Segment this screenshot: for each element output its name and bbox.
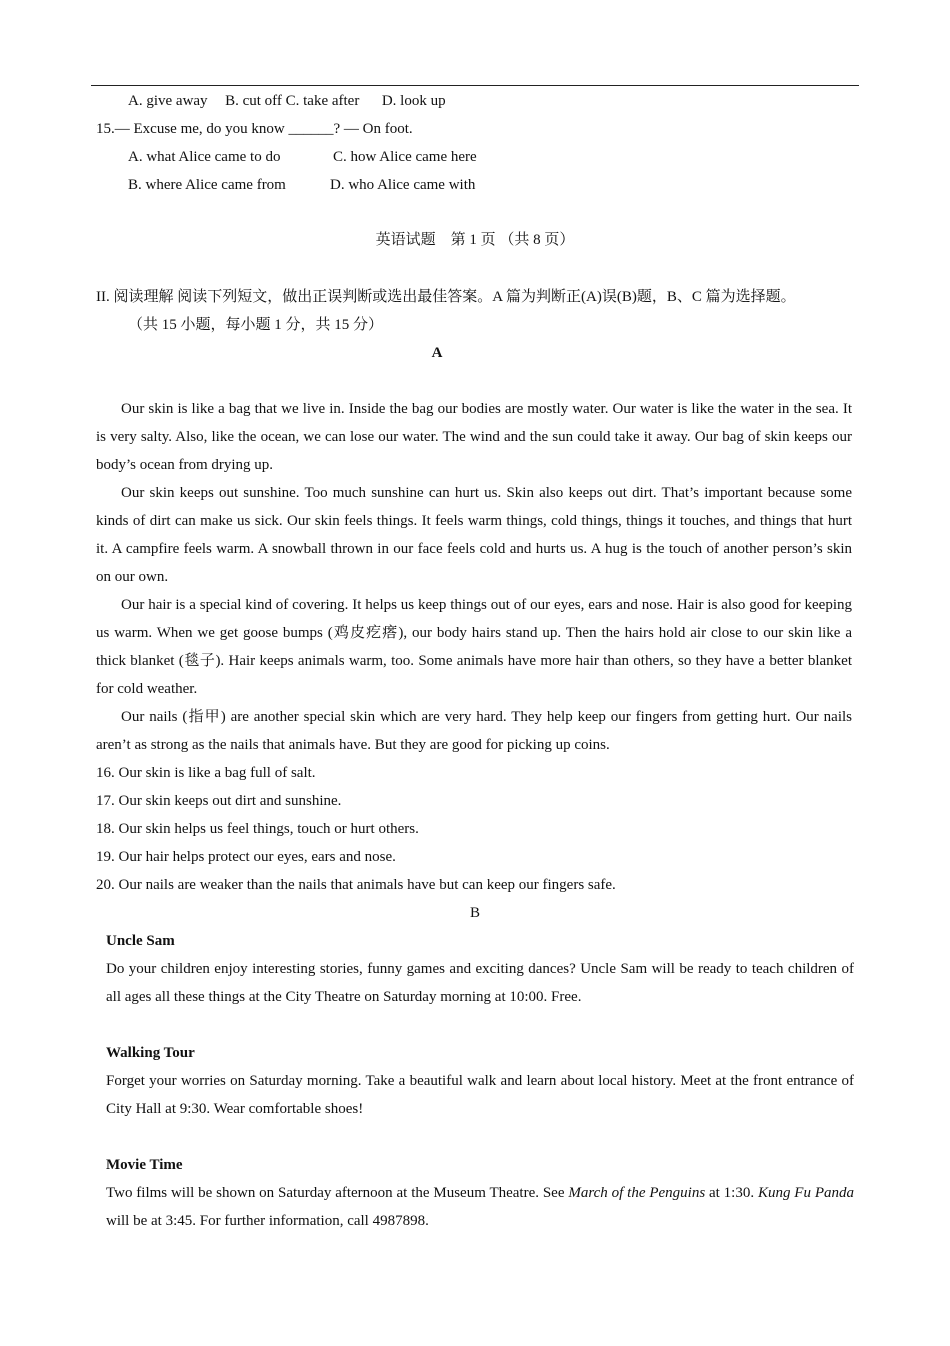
question-19: 19. Our hair helps protect our eyes, ears and nose. [96,849,396,865]
ad-movie-time-body [106,1179,854,1235]
ad-movie-time [106,1151,854,1235]
question-18: 18. Our skin helps us feel things, touch or hurt others. [96,821,419,837]
passage-a-paragraph: Our skin is like a bag that we live in. Inside the bag our bodies are mostly water. Our water is like the water in the sea. It is very salty. Also, like the ocean, we can lose our water. The wind and the sun could take it away. Our bag of skin keeps our body’s ocean from drying up. [96,401,852,473]
section-instructions: II. 阅读理解 阅读下列短文，做出正误判断或选出最佳答案。A 篇为判断正(A)误(B)题，B、C 篇为选择题。 [96,289,796,305]
section-scoring: （共 15 小题，每小题 1 分，共 15 分） [128,317,384,333]
passage-a-title: A [431,345,443,361]
q15-option-c: C. how Alice came here [333,149,477,165]
film-title: March of the Penguins [568,1185,706,1201]
q14-option-c: C. take after [285,93,360,109]
ad-walking-tour-body: Forget your worries on Saturday morning. Take a beautiful walk and learn about local history. Meet at the front entrance of City Hall at 9:30. Wear comfortable shoes! [106,1073,854,1117]
ad-uncle-sam-title: Uncle Sam [106,933,175,949]
movie-text: at 1:30. [705,1185,758,1201]
passage-a-paragraph: Our skin keeps out sunshine. Too much sunshine can hurt us. Skin also keeps out dirt. That’s important because some kinds of dirt can make us sick. Our skin feels things. It feels warm things, cold things, things it touches, and things that hurt it. A campfire feels warm. A snowball thrown in our face feels cold and hurts us. A hug is the touch of another person’s skin on our own. [96,485,852,585]
movie-text: will be at 3:45. For further information, call 4987898. [106,1213,429,1229]
ad-walking-tour-title: Walking Tour [106,1045,195,1061]
q14-option-a: A. give away [128,93,208,109]
ad-uncle-sam-body: Do your children enjoy interesting stories, funny games and exciting dances? Uncle Sam will be ready to teach children of all ages all these things at the City Theatre on Saturday morning at 10:00. Free. [106,961,854,1005]
question-17: 17. Our skin keeps out dirt and sunshine. [96,793,342,809]
passage-a-paragraph: Our nails (指甲) are another special skin which are very hard. They help keep our fingers from getting hurt. Our nails aren’t as strong as the nails that animals have. But they are good for picking up coins. [96,709,852,753]
q14-option-b: B. cut off [225,93,282,109]
page-footer: 英语试题 第 1 页 （共 8 页） [375,232,575,248]
q14-option-d: D. look up [381,93,446,109]
q15-stem: 15.— Excuse me, do you know ______? — On foot. [96,121,413,137]
ad-movie-time-title: Movie Time [106,1157,183,1173]
passage-a-paragraph: Our hair is a special kind of covering. It helps us keep things out of our eyes, ears and nose. Hair is also good for keeping us warm. When we get goose bumps (鸡皮疙瘩), our body hairs stand up. Then the hairs hold air close to our skin like a thick blanket (毯子). Hair keeps animals warm, too. Some animals have more hair than others, so they have a better blanket for cold weather. [96,597,852,697]
passage-b-title: B [469,905,480,921]
question-20: 20. Our nails are weaker than the nails that animals have but can keep our fingers safe. [96,877,616,893]
q15-option-b: B. where Alice came from [128,177,286,193]
q14-options [128,91,446,111]
passage-a-body [96,395,852,759]
q15-option-a: A. what Alice came to do [128,149,281,165]
movie-text: Two films will be shown on Saturday afternoon at the Museum Theatre. See [106,1185,569,1201]
ad-uncle-sam [106,927,854,1011]
header-rule [91,85,859,86]
film-title: Kung Fu Panda [757,1185,854,1201]
question-16: 16. Our skin is like a bag full of salt. [96,765,316,781]
q15-option-d: D. who Alice came with [330,177,476,193]
ad-walking-tour [106,1039,854,1123]
